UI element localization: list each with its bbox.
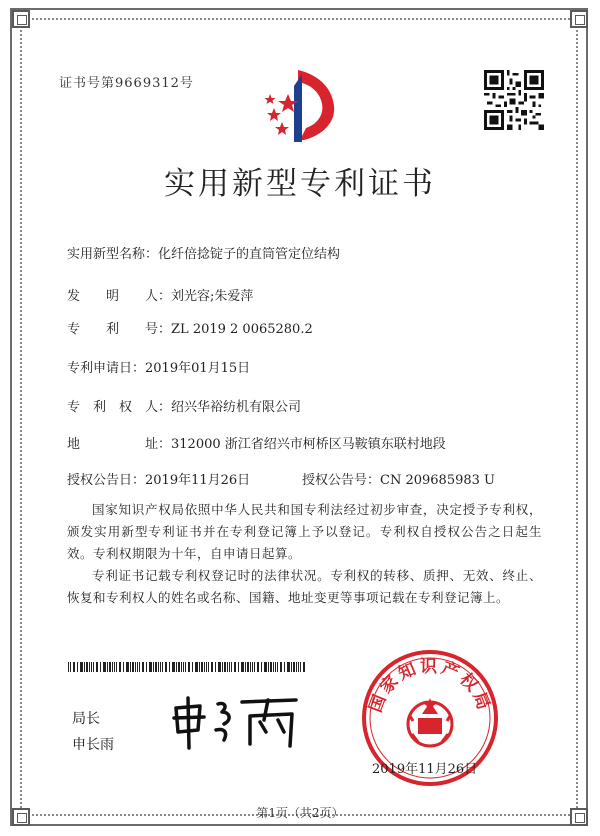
field-value: 2019年01月15日 bbox=[145, 361, 251, 376]
address-field bbox=[67, 433, 446, 452]
field-value: 312000 浙江省绍兴市柯桥区马鞍镇东联村地段 bbox=[171, 437, 446, 452]
field-label: 专 利 权 人： bbox=[67, 400, 172, 415]
cnipa-emblem-icon bbox=[258, 64, 346, 146]
corner-ornament bbox=[570, 10, 588, 28]
field-value: 刘光容;朱爱萍 bbox=[171, 289, 254, 304]
grant-statement-paragraph: 国家知识产权局依照中华人民共和国专利法经过初步审查，决定授予专利权，颁发实用新型专利证书并在专利登记簿上予以登记。专利权自授权公告之日起生效。专利权期限为十年，自申请日起算。 bbox=[67, 502, 542, 561]
patentee-field bbox=[67, 396, 301, 415]
inventor-field bbox=[67, 285, 253, 304]
field-value: ZL 2019 2 0065280.2 bbox=[171, 322, 313, 337]
field-label: 授权公告号： bbox=[302, 473, 381, 488]
field-label: 专利申请日： bbox=[67, 361, 146, 376]
field-value: 化纤倍捻锭子的直筒管定位结构 bbox=[158, 247, 341, 262]
page-indicator: 第1页（共2页） bbox=[256, 806, 344, 820]
certificate-title: 实用新型专利证书 bbox=[164, 166, 436, 202]
qr-code-icon bbox=[484, 70, 544, 130]
field-label: 发 明 人： bbox=[67, 289, 172, 304]
legal-status-paragraph: 专利证书记载专利权登记时的法律状况。专利权的转移、质押、无效、终止、恢复和专利权人的姓名或名称、国籍、地址变更等事项记载在专利登记簿上。 bbox=[67, 568, 542, 605]
grant-number-field bbox=[302, 469, 495, 488]
director-signature bbox=[168, 690, 308, 752]
field-label: 实用新型名称： bbox=[67, 247, 159, 262]
utility-model-name-field bbox=[67, 243, 340, 262]
barcode-icon bbox=[68, 662, 308, 672]
field-label: 专 利 号： bbox=[67, 322, 172, 337]
director-name: 申长雨 bbox=[72, 737, 114, 753]
application-date-field bbox=[67, 357, 250, 376]
director-title: 局长 bbox=[72, 711, 100, 727]
svg-text:国家知识产权局: 国家知识产权局 bbox=[365, 657, 495, 716]
field-value: 绍兴华裕纺机有限公司 bbox=[171, 400, 302, 415]
certificate-number: 证书号第9669312号 bbox=[59, 76, 194, 91]
field-label: 地 址： bbox=[67, 437, 172, 452]
field-value: 2019年11月26日 bbox=[145, 473, 251, 488]
patent-number-field bbox=[67, 318, 313, 337]
corner-ornament bbox=[12, 10, 30, 28]
grant-date-field bbox=[67, 469, 250, 488]
seal-date: 2019年11月26日 bbox=[372, 762, 478, 777]
field-value: CN 209685983 U bbox=[380, 473, 495, 488]
field-label: 授权公告日： bbox=[67, 473, 146, 488]
